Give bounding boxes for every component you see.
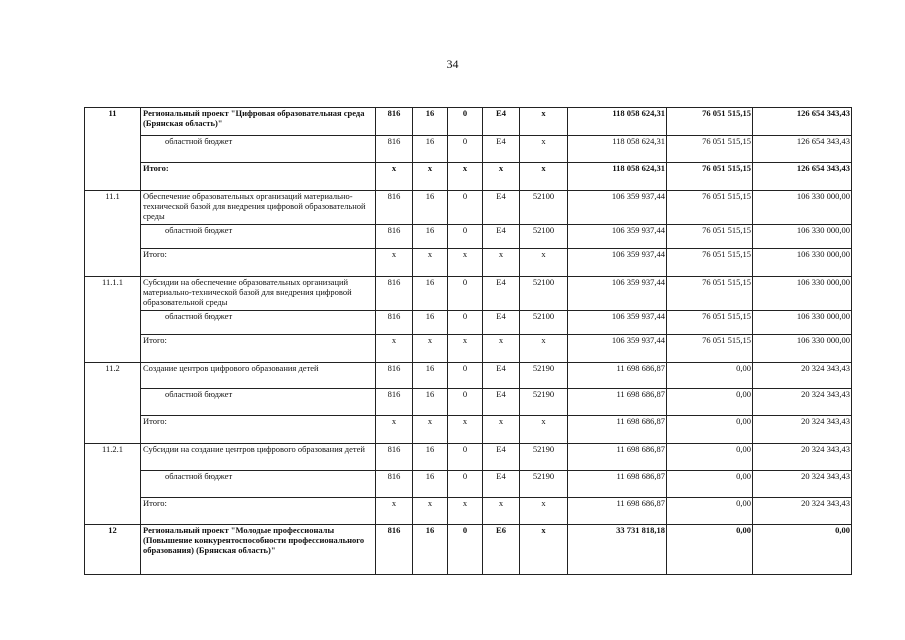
col-cs-a: E4	[483, 277, 520, 311]
table-row	[85, 249, 852, 277]
col-pr: 0	[448, 277, 483, 311]
value-1: 106 359 937,44	[568, 249, 667, 277]
value-2: 76 051 515,15	[667, 108, 753, 136]
value-1: 11 698 686,87	[568, 389, 667, 416]
value-3: 106 330 000,00	[753, 225, 852, 249]
table-row	[85, 444, 852, 471]
value-1: 11 698 686,87	[568, 444, 667, 471]
col-cs-b: x	[520, 136, 568, 163]
row-code	[85, 311, 141, 335]
row-code	[85, 335, 141, 363]
value-3: 126 654 343,43	[753, 136, 852, 163]
value-1: 11 698 686,87	[568, 471, 667, 498]
row-code: 11.2	[85, 363, 141, 389]
col-cs-a: x	[483, 249, 520, 277]
col-pr: 0	[448, 471, 483, 498]
col-rz: 16	[413, 108, 448, 136]
value-1: 106 359 937,44	[568, 191, 667, 225]
col-pr: x	[448, 163, 483, 191]
col-gr: 816	[376, 389, 413, 416]
col-cs-a: x	[483, 498, 520, 525]
col-pr: 0	[448, 444, 483, 471]
col-cs-a: E4	[483, 225, 520, 249]
page-number: 34	[446, 57, 459, 71]
value-1: 118 058 624,31	[568, 163, 667, 191]
col-cs-b: 52190	[520, 444, 568, 471]
value-1: 118 058 624,31	[568, 108, 667, 136]
col-pr: x	[448, 335, 483, 363]
col-rz: x	[413, 249, 448, 277]
col-cs-a: E4	[483, 136, 520, 163]
col-cs-b: 52100	[520, 277, 568, 311]
row-name: Субсидии на создание центров цифрового образования детей	[141, 444, 376, 471]
row-code	[85, 163, 141, 191]
value-3: 20 324 343,43	[753, 416, 852, 444]
row-code	[85, 498, 141, 525]
row-name: областной бюджет	[141, 471, 376, 498]
value-3: 20 324 343,43	[753, 498, 852, 525]
row-name: Итого:	[141, 249, 376, 277]
row-code	[85, 471, 141, 498]
col-gr: 816	[376, 277, 413, 311]
value-3: 106 330 000,00	[753, 191, 852, 225]
col-rz: 16	[413, 191, 448, 225]
col-cs-b: x	[520, 525, 568, 575]
col-pr: 0	[448, 225, 483, 249]
table-row	[85, 108, 852, 136]
col-cs-a: E4	[483, 191, 520, 225]
row-code	[85, 416, 141, 444]
row-code	[85, 225, 141, 249]
value-3: 20 324 343,43	[753, 471, 852, 498]
value-3: 20 324 343,43	[753, 444, 852, 471]
value-3: 0,00	[753, 525, 852, 575]
col-gr: 816	[376, 108, 413, 136]
value-2: 76 051 515,15	[667, 225, 753, 249]
value-2: 76 051 515,15	[667, 163, 753, 191]
value-3: 106 330 000,00	[753, 335, 852, 363]
col-pr: x	[448, 249, 483, 277]
row-name: Субсидии на обеспечение образовательных организаций материально-технической базой для внедрения цифровой образовательной среды	[141, 277, 376, 311]
col-cs-a: E6	[483, 525, 520, 575]
col-gr: 816	[376, 311, 413, 335]
value-3: 20 324 343,43	[753, 389, 852, 416]
col-cs-a: E4	[483, 471, 520, 498]
col-gr: 816	[376, 444, 413, 471]
col-gr: x	[376, 335, 413, 363]
value-2: 0,00	[667, 389, 753, 416]
row-name: Итого:	[141, 335, 376, 363]
col-gr: x	[376, 249, 413, 277]
col-pr: 0	[448, 525, 483, 575]
col-cs-b: x	[520, 416, 568, 444]
col-gr: 816	[376, 363, 413, 389]
value-2: 0,00	[667, 444, 753, 471]
value-2: 76 051 515,15	[667, 277, 753, 311]
row-name: Обеспечение образовательных организаций материально-технической базой для внедрения цифровой образовательной среды	[141, 191, 376, 225]
table-row	[85, 277, 852, 311]
col-rz: 16	[413, 525, 448, 575]
value-2: 76 051 515,15	[667, 335, 753, 363]
table-row	[85, 335, 852, 363]
col-pr: 0	[448, 136, 483, 163]
col-rz: 16	[413, 136, 448, 163]
col-rz: x	[413, 163, 448, 191]
col-cs-a: E4	[483, 363, 520, 389]
value-2: 0,00	[667, 363, 753, 389]
col-rz: 16	[413, 225, 448, 249]
col-pr: 0	[448, 389, 483, 416]
row-code: 12	[85, 525, 141, 575]
row-code	[85, 389, 141, 416]
col-cs-a: E4	[483, 389, 520, 416]
row-name: Региональный проект "Молодые профессионалы (Повышение конкурентоспособности профессионального образования) (Брянская область)"	[141, 525, 376, 575]
budget-table	[84, 107, 852, 575]
value-2: 0,00	[667, 471, 753, 498]
row-code: 11.2.1	[85, 444, 141, 471]
col-cs-b: 52100	[520, 225, 568, 249]
row-name: областной бюджет	[141, 136, 376, 163]
table-row	[85, 191, 852, 225]
col-cs-a: E4	[483, 444, 520, 471]
value-2: 76 051 515,15	[667, 311, 753, 335]
value-2: 76 051 515,15	[667, 249, 753, 277]
value-2: 0,00	[667, 498, 753, 525]
row-name: Итого:	[141, 163, 376, 191]
table-row	[85, 416, 852, 444]
table-row	[85, 525, 852, 575]
col-cs-b: 52100	[520, 191, 568, 225]
col-cs-b: x	[520, 335, 568, 363]
col-rz: 16	[413, 471, 448, 498]
row-code: 11.1	[85, 191, 141, 225]
col-cs-a: x	[483, 163, 520, 191]
col-cs-b: x	[520, 249, 568, 277]
row-code: 11	[85, 108, 141, 136]
col-rz: 16	[413, 363, 448, 389]
value-1: 33 731 818,18	[568, 525, 667, 575]
col-cs-b: x	[520, 498, 568, 525]
col-cs-a: x	[483, 416, 520, 444]
col-cs-b: 52190	[520, 389, 568, 416]
col-cs-b: 52190	[520, 471, 568, 498]
col-gr: x	[376, 416, 413, 444]
row-code	[85, 249, 141, 277]
col-gr: x	[376, 498, 413, 525]
table-row	[85, 389, 852, 416]
col-gr: 816	[376, 525, 413, 575]
value-1: 11 698 686,87	[568, 363, 667, 389]
row-name: Итого:	[141, 416, 376, 444]
value-1: 118 058 624,31	[568, 136, 667, 163]
row-name: областной бюджет	[141, 389, 376, 416]
value-1: 106 359 937,44	[568, 311, 667, 335]
col-gr: 816	[376, 225, 413, 249]
col-rz: x	[413, 416, 448, 444]
value-1: 106 359 937,44	[568, 225, 667, 249]
value-1: 106 359 937,44	[568, 335, 667, 363]
col-cs-a: x	[483, 335, 520, 363]
col-pr: x	[448, 498, 483, 525]
table-row	[85, 136, 852, 163]
row-code: 11.1.1	[85, 277, 141, 311]
table-row	[85, 471, 852, 498]
table-row	[85, 163, 852, 191]
col-rz: 16	[413, 389, 448, 416]
value-3: 106 330 000,00	[753, 311, 852, 335]
value-3: 106 330 000,00	[753, 249, 852, 277]
value-3: 106 330 000,00	[753, 277, 852, 311]
row-name: областной бюджет	[141, 311, 376, 335]
col-gr: 816	[376, 191, 413, 225]
row-name: Создание центров цифрового образования детей	[141, 363, 376, 389]
col-cs-b: 52100	[520, 311, 568, 335]
col-cs-a: E4	[483, 108, 520, 136]
table-row	[85, 225, 852, 249]
value-2: 76 051 515,15	[667, 191, 753, 225]
row-name: Региональный проект "Цифровая образовательная среда (Брянская область)"	[141, 108, 376, 136]
col-cs-b: x	[520, 163, 568, 191]
table-row	[85, 363, 852, 389]
col-rz: 16	[413, 277, 448, 311]
col-rz: x	[413, 335, 448, 363]
row-name: Итого:	[141, 498, 376, 525]
value-3: 20 324 343,43	[753, 363, 852, 389]
table-row	[85, 311, 852, 335]
col-pr: 0	[448, 311, 483, 335]
row-code	[85, 136, 141, 163]
col-pr: 0	[448, 191, 483, 225]
col-cs-b: 52190	[520, 363, 568, 389]
col-rz: x	[413, 498, 448, 525]
value-1: 11 698 686,87	[568, 498, 667, 525]
table-row	[85, 498, 852, 525]
value-1: 106 359 937,44	[568, 277, 667, 311]
col-pr: x	[448, 416, 483, 444]
col-rz: 16	[413, 444, 448, 471]
value-1: 11 698 686,87	[568, 416, 667, 444]
col-gr: x	[376, 163, 413, 191]
value-2: 0,00	[667, 416, 753, 444]
col-pr: 0	[448, 108, 483, 136]
row-name: областной бюджет	[141, 225, 376, 249]
value-3: 126 654 343,43	[753, 163, 852, 191]
col-gr: 816	[376, 136, 413, 163]
col-pr: 0	[448, 363, 483, 389]
col-rz: 16	[413, 311, 448, 335]
col-cs-b: x	[520, 108, 568, 136]
col-gr: 816	[376, 471, 413, 498]
value-3: 126 654 343,43	[753, 108, 852, 136]
value-2: 76 051 515,15	[667, 136, 753, 163]
col-cs-a: E4	[483, 311, 520, 335]
value-2: 0,00	[667, 525, 753, 575]
